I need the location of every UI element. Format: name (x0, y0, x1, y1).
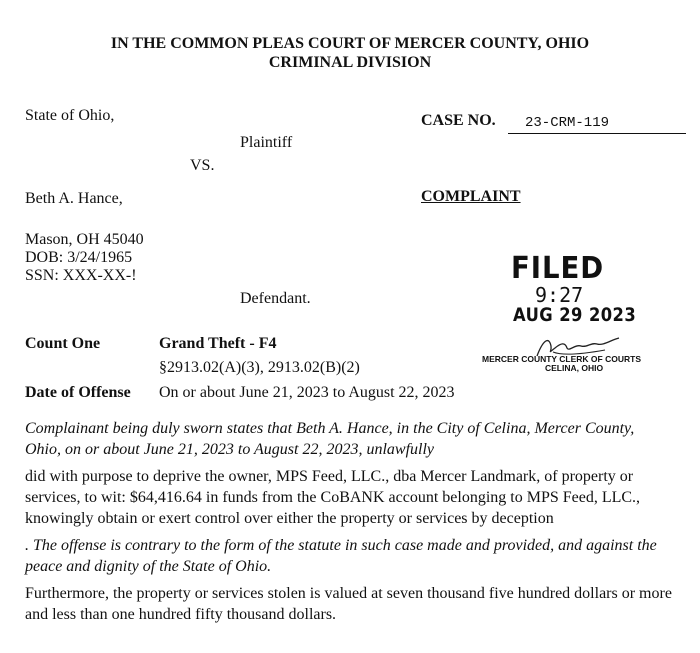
versus-label: VS. (190, 157, 215, 174)
allegation-paragraph: did with purpose to deprive the owner, MPS Feed, LLC., dba Mercer Landmark, of property or services, to wit: $64,416.64 in funds from the CoBANK account belonging to MPS Feed, LLC., knowingly obtain or exert control over either the property or services by deception (25, 468, 641, 527)
filed-date: AUG 29 2023 (513, 304, 637, 326)
plaintiff-name: State of Ohio, (25, 107, 115, 124)
plaintiff-role: Plaintiff (240, 134, 293, 151)
sworn-statement: Complainant being duly sworn states that Beth A. Hance, in the City of Celina, Mercer County, Ohio, on or about June 21, 2023 to August 22, 2023, unlawfully (25, 420, 635, 458)
case-number-value: 23-CRM-119 (525, 115, 610, 131)
count-label: Count One (25, 335, 101, 352)
defendant-dob: DOB: 3/24/1965 (25, 249, 133, 266)
defendant-role: Defendant. (240, 290, 311, 307)
charge-title: Grand Theft - F4 (159, 335, 277, 352)
case-number-label: CASE NO. (421, 112, 496, 129)
filed-stamp: FILED (511, 251, 605, 286)
filed-time: 9:27 (535, 283, 584, 307)
clerk-of-courts: MERCER COUNTY CLERK OF COURTS (482, 354, 641, 364)
value-clause: Furthermore, the property or services stolen is valued at seven thousand five hundred dollars or more and less than one hundred fifty thousand dollars. (25, 585, 672, 623)
defendant-ssn: SSN: XXX-XX-! (25, 267, 137, 284)
offense-date-label: Date of Offense (25, 384, 131, 401)
offense-date-value: On or about June 21, 2023 to August 22, 2023 (159, 384, 455, 401)
statute-citation: §2913.02(A)(3), 2913.02(B)(2) (159, 359, 360, 376)
clerk-location: CELINA, OHIO (545, 363, 604, 373)
defendant-name: Beth A. Hance, (25, 190, 123, 207)
defendant-address: Mason, OH 45040 (25, 231, 144, 248)
document-type: COMPLAINT (421, 188, 521, 205)
case-number-underline (508, 133, 686, 134)
court-title: IN THE COMMON PLEAS COURT OF MERCER COUNTY, OHIO (110, 35, 590, 52)
division-title: CRIMINAL DIVISION (268, 54, 432, 71)
statute-clause: . The offense is contrary to the form of the statute in such case made and provided, and against the peace and dignity of the State of Ohio. (25, 537, 657, 575)
